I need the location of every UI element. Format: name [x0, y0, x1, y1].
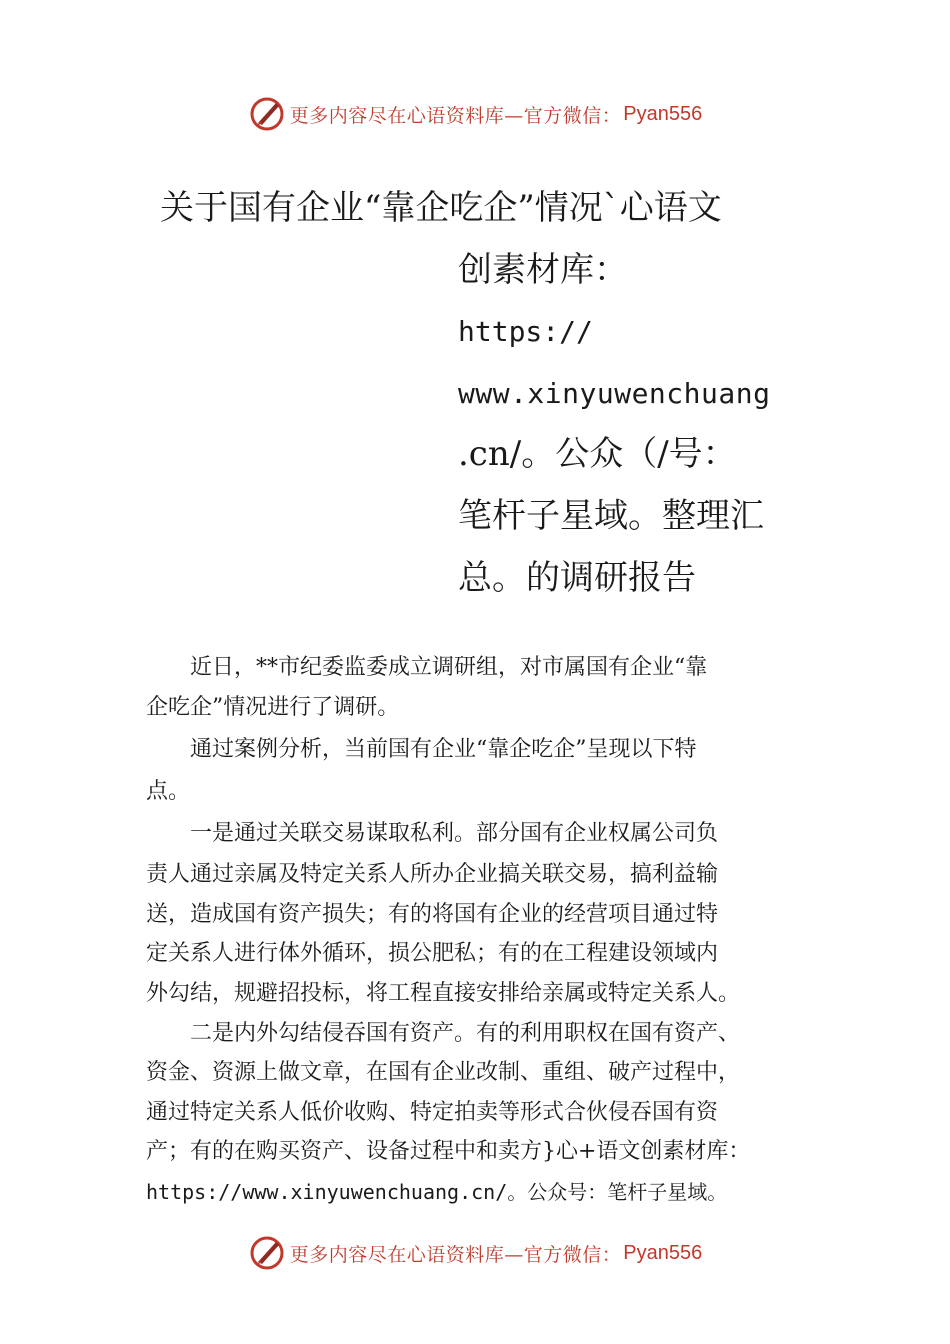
body-line: 近日，**市纪委监委成立调研组，对市属国有企业“靠 [146, 655, 708, 680]
header-banner [0, 94, 950, 134]
banner-wechat-id: Pyan556 [623, 102, 703, 125]
body-line: https://www.xinyuwenchuang.cn/。公众号：笔杆子星域。 [146, 1180, 728, 1204]
body-line: 一是通过关联交易谋取私利。部分国有企业权属公司负 [146, 821, 719, 846]
title-line-7: 总。的调研报告 [458, 558, 696, 598]
banner-wechat-id: Pyan556 [623, 1241, 703, 1264]
body-line: 企吃企”情况进行了调研。 [146, 695, 400, 720]
body-line: 送，造成国有资产损失；有的将国有企业的经营项目通过特 [146, 902, 719, 927]
body-line: 外勾结，规避招投标，将工程直接安排给亲属或特定关系人。 [146, 981, 741, 1006]
body-line: 点。 [146, 779, 191, 804]
footer-banner [0, 1233, 950, 1273]
banner-text: 更多内容尽在心语资料库—官方微信： [289, 104, 622, 127]
body-line: 资金、资源上做文章，在国有企业改制、重组、破产过程中， [146, 1060, 741, 1085]
banner-text: 更多内容尽在心语资料库—官方微信： [289, 1243, 622, 1266]
title-line-1: 关于国有企业“靠企吃企”情况`心语文 [160, 188, 722, 228]
body-line: 责人通过亲属及特定关系人所办企业搞关联交易，搞利益输 [146, 862, 719, 887]
body-line: 通过特定关系人低价收购、特定拍卖等形式合伙侵吞国有资 [146, 1100, 719, 1125]
body-line: 二是内外勾结侵吞国有资产。有的利用职权在国有资产、 [146, 1021, 741, 1046]
title-line-6: 笔杆子星域。整理汇 [458, 496, 764, 536]
quill-logo-icon [248, 1234, 286, 1272]
title-line-3: https:// [458, 315, 593, 348]
body-line: 产；有的在购买资产、设备过程中和卖方}心+语文创素材库： [146, 1139, 751, 1164]
title-line-2: 创素材库： [458, 250, 628, 290]
title-line-5: .cn/。公众（/号： [458, 434, 737, 474]
quill-logo-icon [248, 95, 286, 133]
body-line: 定关系人进行体外循环，损公肥私；有的在工程建设领域内 [146, 941, 719, 966]
title-line-4: www.xinyuwenchuang [458, 377, 771, 410]
body-line: 通过案例分析，当前国有企业“靠企吃企”呈现以下特 [146, 737, 697, 762]
